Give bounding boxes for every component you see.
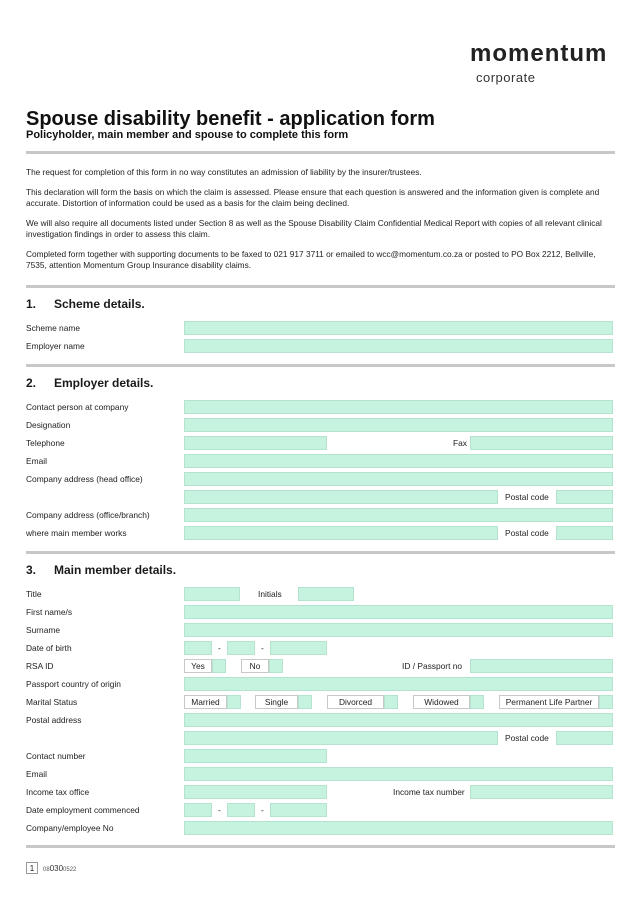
section-title: Main member details. [54,563,177,577]
email-field[interactable] [184,767,613,781]
field-label: ID / Passport no [402,661,463,671]
field-label: Passport country of origin [26,679,121,689]
field-label: Designation [26,420,71,430]
contact-person-field[interactable] [184,400,613,414]
intro-paragraph: Completed form together with supporting documents to be faxed to 021 917 3711 or emailed to wcc@momentum.co.za or posted to PO Box 2212, Bellville, 7535, attention Momentum Group Insurance disability claims. [26,249,596,270]
field-label: Scheme name [26,323,80,333]
date-separator: - [218,643,221,653]
field-label: Date employment commenced [26,805,140,815]
divider [26,551,615,554]
surname-field[interactable] [184,623,613,637]
passport-country-field[interactable] [184,677,613,691]
marital-married-label: Married [184,695,227,709]
id-passport-field[interactable] [470,659,613,673]
dob-year-field[interactable] [270,641,327,655]
rsa-id-no-label: No [241,659,269,673]
field-label: Income tax office [26,787,90,797]
marital-widowed-checkbox[interactable] [470,695,484,709]
form-code-main: 030 [49,864,64,873]
marital-single-checkbox[interactable] [298,695,312,709]
field-label: Company address (office/branch) [26,510,150,520]
postal-address-field[interactable] [184,713,613,727]
form-code [43,864,76,873]
rsa-id-yes-checkbox[interactable] [212,659,226,673]
field-label: Telephone [26,438,65,448]
first-names-field[interactable] [184,605,613,619]
divider [26,151,615,154]
postal-address-field[interactable] [184,731,498,745]
postal-code-field[interactable] [556,526,613,540]
company-address-field[interactable] [184,490,498,504]
form-code-suffix: 0522 [63,867,77,873]
telephone-field[interactable] [184,436,327,450]
tax-office-field[interactable] [184,785,327,799]
dob-month-field[interactable] [227,641,255,655]
field-label: Title [26,589,42,599]
designation-field[interactable] [184,418,613,432]
field-label: Contact person at company [26,402,129,412]
contact-number-field[interactable] [184,749,327,763]
field-label: RSA ID [26,661,54,671]
intro-paragraph: This declaration will form the basis on which the claim is assessed. Please ensure that each question is answered and the information given is complete and accurate. Distortion of information could be used as a basis for the claim being declined. [26,187,600,208]
marital-divorced-checkbox[interactable] [384,695,398,709]
page-title: Spouse disability benefit - application form [26,108,435,130]
brand-logo: momentum [470,40,608,67]
rsa-id-yes-label: Yes [184,659,212,673]
divider [26,845,615,848]
marital-partner-label: Permanent Life Partner [499,695,599,709]
field-label: Postal code [505,492,549,502]
initials-field[interactable] [298,587,354,601]
branch-address-field[interactable] [184,526,498,540]
field-label: Date of birth [26,643,72,653]
section-number: 3. [26,563,37,577]
form-code-prefix: 08 [43,867,50,873]
marital-married-checkbox[interactable] [227,695,241,709]
section-title: Employer details. [54,376,154,390]
field-label: First name/s [26,607,73,617]
divider [26,364,615,367]
fax-field[interactable] [470,436,613,450]
field-label: Contact number [26,751,86,761]
section-number: 2. [26,376,37,390]
company-no-field[interactable] [184,821,613,835]
field-label: Marital Status [26,697,78,707]
dob-day-field[interactable] [184,641,212,655]
postal-code-field[interactable] [556,731,613,745]
field-label: Email [26,769,47,779]
section-number: 1. [26,297,37,311]
date-separator: - [261,805,264,815]
field-label: Fax [453,438,467,448]
date-separator: - [218,805,221,815]
field-label: Email [26,456,47,466]
employer-name-field[interactable] [184,339,613,353]
field-label: Postal code [505,528,549,538]
page-subtitle: Policyholder, main member and spouse to complete this form [26,129,349,141]
intro-paragraph: The request for completion of this form in no way constitutes an admission of liability by the insurer/trustees. [26,167,422,177]
marital-single-label: Single [255,695,298,709]
scheme-name-field[interactable] [184,321,613,335]
marital-divorced-label: Divorced [327,695,384,709]
employment-year-field[interactable] [270,803,327,817]
divider [26,285,615,288]
field-label: where main member works [26,528,127,538]
rsa-id-no-checkbox[interactable] [269,659,283,673]
marital-partner-checkbox[interactable] [599,695,613,709]
field-label: Postal code [505,733,549,743]
date-separator: - [261,643,264,653]
brand-sub: corporate [476,70,536,85]
field-label: Income tax number [393,787,465,797]
field-label: Postal address [26,715,82,725]
page-number: 1 [26,862,38,874]
marital-widowed-label: Widowed [413,695,470,709]
postal-code-field[interactable] [556,490,613,504]
company-address-field[interactable] [184,472,613,486]
intro-paragraph: We will also require all documents listed under Section 8 as well as the Spouse Disability Claim Confidential Medical Report with copies of all relevant clinical investigation findings in order to assess this claim. [26,218,602,239]
employment-month-field[interactable] [227,803,255,817]
tax-number-field[interactable] [470,785,613,799]
field-label: Surname [26,625,60,635]
branch-address-field[interactable] [184,508,613,522]
employment-day-field[interactable] [184,803,212,817]
field-label: Employer name [26,341,85,351]
email-field[interactable] [184,454,613,468]
field-label: Initials [258,589,282,599]
field-label: Company/employee No [26,823,114,833]
section-title: Scheme details. [54,297,145,311]
title-field[interactable] [184,587,240,601]
field-label: Company address (head office) [26,474,143,484]
